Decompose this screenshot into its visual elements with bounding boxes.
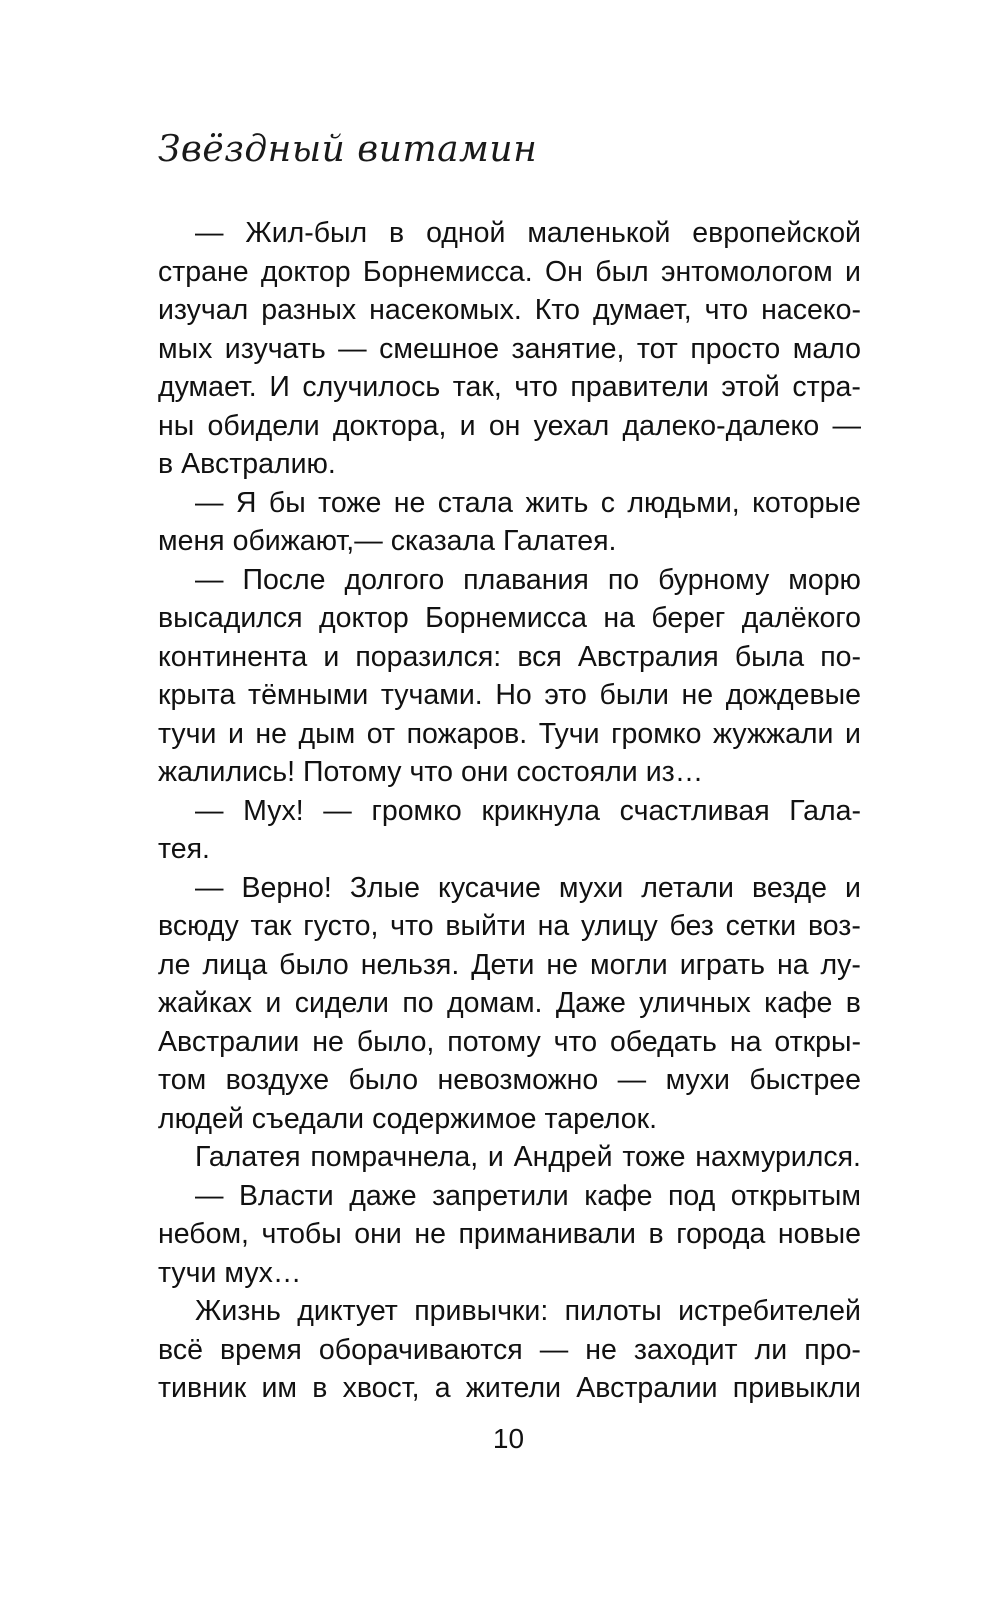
word: в <box>648 1218 664 1250</box>
word: и <box>227 717 244 750</box>
word: Мух! <box>243 794 304 827</box>
word: не <box>546 948 578 981</box>
word: под <box>667 1179 716 1212</box>
text-line <box>158 522 861 561</box>
word: Борнемисса. <box>362 255 533 288</box>
text-line <box>158 715 861 754</box>
word: Власти <box>238 1179 334 1212</box>
word: случилось <box>302 371 441 403</box>
word: улицу <box>581 910 658 942</box>
word: Кто <box>534 294 580 326</box>
word: на <box>537 910 570 942</box>
word: — <box>195 794 224 827</box>
word: Борнемисса <box>425 602 587 634</box>
word: кусачие <box>438 871 541 904</box>
word: они <box>354 1218 402 1250</box>
word: дым <box>298 717 356 750</box>
word: и <box>265 987 282 1019</box>
word: плавания <box>463 563 589 596</box>
word: что <box>553 1025 598 1058</box>
word: поразился: <box>355 640 502 673</box>
word: и <box>487 1141 504 1173</box>
word: диктует <box>297 1295 398 1327</box>
word: воздухе <box>225 1064 330 1096</box>
word: могли <box>589 948 668 981</box>
word: потому <box>447 1025 541 1058</box>
word: Австралия <box>577 640 719 673</box>
word: жить <box>525 486 589 519</box>
text-line <box>158 907 861 946</box>
word: что <box>390 910 434 942</box>
word: они <box>460 756 509 788</box>
text-line <box>158 1100 861 1139</box>
word: города <box>676 1218 766 1250</box>
word: был <box>595 255 649 288</box>
word: Злые <box>349 871 420 904</box>
word: заходит <box>633 1333 738 1366</box>
word: высадился <box>158 602 303 634</box>
word: людьми, <box>627 486 740 519</box>
word: не <box>393 486 426 519</box>
word: тарелок. <box>544 1102 658 1135</box>
word: от <box>366 717 396 750</box>
word: про- <box>804 1333 861 1366</box>
word: — <box>195 1179 224 1212</box>
word: доктор <box>260 255 351 288</box>
word: тея. <box>158 833 210 865</box>
word: Гала- <box>789 794 861 827</box>
word: жужжали <box>712 717 834 750</box>
word: ли <box>754 1333 788 1366</box>
word: сказала <box>390 525 495 557</box>
text-line <box>158 1254 861 1293</box>
word: и <box>459 409 476 442</box>
word: одной <box>426 217 506 249</box>
word: меня <box>158 525 225 557</box>
text-line <box>158 214 861 253</box>
word: новые <box>777 1218 861 1250</box>
word: не <box>312 1025 344 1058</box>
word: по- <box>820 640 861 673</box>
word: помрачнела, <box>310 1141 479 1173</box>
word: из… <box>645 756 704 788</box>
word: так, <box>452 371 502 403</box>
word: сидели <box>294 987 389 1019</box>
word: в <box>389 217 405 249</box>
word: — <box>195 871 224 904</box>
word: громко <box>611 717 702 750</box>
word: — <box>323 794 352 827</box>
word: летали <box>641 871 734 904</box>
word: тёмными <box>248 679 369 711</box>
word: были <box>599 679 669 711</box>
word: И <box>269 371 290 403</box>
word: — <box>617 1064 647 1096</box>
word: не <box>681 679 714 711</box>
word: — <box>195 217 224 249</box>
word: что <box>704 294 749 326</box>
text-line <box>158 869 861 908</box>
word: бы <box>268 486 306 519</box>
word: европейской <box>692 217 861 249</box>
text-line <box>158 676 861 715</box>
word: откры- <box>774 1025 861 1058</box>
word: жайках <box>158 987 253 1019</box>
word: на <box>776 948 809 981</box>
word: сетки <box>725 910 797 942</box>
text-line <box>158 753 861 792</box>
word: уехал <box>533 409 610 442</box>
word: Верно! <box>241 871 332 904</box>
word: мухи <box>665 1064 730 1096</box>
word: Жизнь <box>195 1295 281 1327</box>
word: даже <box>349 1179 417 1212</box>
word: тоже <box>622 1141 686 1173</box>
text-line <box>158 484 861 523</box>
word: тучи <box>158 1256 217 1289</box>
word: Дети <box>471 948 535 981</box>
body-text <box>158 214 861 1408</box>
word: мало <box>792 332 861 365</box>
word: пилоты <box>564 1295 662 1327</box>
word: — <box>832 409 861 442</box>
text-line <box>158 407 861 446</box>
text-line <box>158 1061 861 1100</box>
word: чтобы <box>261 1218 342 1250</box>
word: тучами. <box>380 679 483 711</box>
word: небом, <box>158 1218 249 1250</box>
word: в <box>845 987 861 1019</box>
word: — <box>195 486 224 519</box>
text-line <box>158 1292 861 1331</box>
word: хвост, <box>342 1372 420 1404</box>
word: а <box>434 1372 451 1404</box>
word: доктор <box>319 602 409 634</box>
word: Но <box>495 679 532 711</box>
word: в <box>158 448 174 480</box>
word: лу- <box>820 948 861 981</box>
word: разных <box>261 294 357 326</box>
word: морю <box>788 563 861 596</box>
word: приманивали <box>458 1218 636 1250</box>
text-line <box>158 599 861 638</box>
word: ны <box>158 409 195 442</box>
word: уличных <box>639 987 751 1019</box>
word: жители <box>465 1372 562 1404</box>
word: лица <box>202 948 268 981</box>
word: он <box>488 409 521 442</box>
text-line <box>158 368 861 407</box>
word: далеко-далеко <box>622 409 820 442</box>
word: крыта <box>158 679 236 711</box>
word: оборачиваются <box>318 1333 523 1366</box>
word: нельзя. <box>360 948 460 981</box>
word: им <box>261 1372 297 1404</box>
text-line <box>158 253 861 292</box>
word: Австралии <box>576 1372 718 1404</box>
word: доктора, <box>332 409 447 442</box>
word: обижают,— <box>232 525 383 557</box>
word: всюду <box>158 910 239 942</box>
word: насекомых. <box>369 294 522 326</box>
word: крикнула <box>481 794 601 827</box>
word: изучал <box>158 294 249 326</box>
word: долгого <box>344 563 445 596</box>
word: домам. <box>447 987 543 1019</box>
text-line <box>158 946 861 985</box>
word: Галатея. <box>502 525 617 557</box>
word: в <box>312 1372 328 1404</box>
text-line <box>158 1177 861 1216</box>
word: берег <box>651 602 726 634</box>
word: была <box>734 640 805 673</box>
text-line <box>158 1331 861 1370</box>
word: не <box>255 717 287 750</box>
word: Андрей <box>513 1141 613 1173</box>
text-line <box>158 1023 861 1062</box>
word: этой <box>721 371 780 403</box>
word: что <box>409 756 453 788</box>
word: думает, <box>592 294 692 326</box>
text-line <box>158 1369 861 1408</box>
word: Он <box>545 255 583 288</box>
word: пожаров. <box>406 717 528 750</box>
word: так <box>250 910 292 942</box>
word: стала <box>437 486 514 519</box>
word: было <box>279 948 349 981</box>
word: маленькой <box>527 217 671 249</box>
word: смешное <box>379 332 500 365</box>
word: тучи <box>158 717 217 750</box>
word: истребителей <box>678 1295 861 1327</box>
word: это <box>544 679 587 711</box>
word: тоже <box>318 486 382 519</box>
word: воз- <box>807 910 861 942</box>
word: кафе <box>584 1179 653 1212</box>
word: выйти <box>445 910 526 942</box>
page-number: 10 <box>492 1423 525 1454</box>
word: думает. <box>158 371 257 403</box>
word: Галатея <box>195 1141 301 1173</box>
word: насеко- <box>761 294 861 326</box>
word: обидели <box>207 409 320 442</box>
word: содержимое <box>372 1102 537 1135</box>
word: играть <box>679 948 765 981</box>
word: ле <box>158 948 191 981</box>
word: далёкого <box>741 602 861 634</box>
text-line <box>158 638 861 677</box>
word: везде <box>752 871 827 904</box>
word: открытым <box>730 1179 861 1212</box>
word: занятие, <box>511 332 625 365</box>
word: — <box>195 563 224 596</box>
running-title: Звёздный витамин <box>158 129 538 170</box>
word: бурному <box>658 563 770 596</box>
word: мух… <box>224 1256 302 1289</box>
word: кафе <box>764 987 833 1019</box>
word: и <box>845 717 861 750</box>
word: и <box>845 255 861 288</box>
word: по <box>607 563 640 596</box>
word: и <box>845 871 861 904</box>
word: невозможно <box>437 1064 599 1096</box>
word: привыкли <box>732 1372 861 1404</box>
word: дождевые <box>725 679 861 711</box>
word: обедать <box>610 1025 717 1058</box>
word: густо, <box>303 910 379 942</box>
text-line <box>158 1138 861 1177</box>
word: Тучи <box>538 717 600 750</box>
text-line <box>158 561 861 600</box>
word: — <box>539 1333 569 1366</box>
word: Австралии <box>158 1025 300 1058</box>
word: съедали <box>251 1102 365 1135</box>
word: на <box>603 602 635 634</box>
word: без <box>669 910 714 942</box>
word: счастливая <box>619 794 770 827</box>
word: состояли <box>516 756 638 788</box>
word: и <box>323 640 340 673</box>
word: время <box>219 1333 302 1366</box>
word: что <box>514 371 558 403</box>
word: континента <box>158 640 308 673</box>
word: нахмурился. <box>695 1141 861 1173</box>
word: Австралию. <box>181 448 336 480</box>
word: привычки: <box>414 1295 549 1327</box>
text-line <box>158 830 861 869</box>
word: том <box>158 1064 207 1096</box>
word: всё <box>158 1333 203 1366</box>
word: — <box>338 332 367 365</box>
word: правители <box>570 371 709 403</box>
word: которые <box>752 486 861 519</box>
word: Даже <box>555 987 626 1019</box>
text-line <box>158 792 861 831</box>
word: людей <box>158 1102 244 1135</box>
word: Я <box>235 486 257 519</box>
word: было, <box>356 1025 435 1058</box>
text-line <box>158 330 861 369</box>
word: громко <box>371 794 462 827</box>
word: жалились! <box>158 756 296 788</box>
word: изучать <box>224 332 326 365</box>
word: было <box>348 1064 419 1096</box>
word: Потому <box>303 756 402 788</box>
word: быстрее <box>749 1064 861 1096</box>
word: мых <box>158 332 213 365</box>
text-line <box>158 984 861 1023</box>
word: просто <box>690 332 781 365</box>
word: стра- <box>792 371 861 403</box>
text-line <box>158 1215 861 1254</box>
word: После <box>242 563 326 596</box>
word: энтомологом <box>661 255 833 288</box>
word: Жил-был <box>245 217 368 249</box>
word: по <box>402 987 434 1019</box>
word: не <box>414 1218 446 1250</box>
word: мухи <box>558 871 624 904</box>
word: с <box>600 486 615 519</box>
word: вся <box>517 640 562 673</box>
word: не <box>585 1333 617 1366</box>
word: на <box>729 1025 762 1058</box>
word: тивник <box>158 1372 247 1404</box>
word: запретили <box>432 1179 569 1212</box>
word: стране <box>158 255 249 288</box>
text-line <box>158 445 861 484</box>
text-line <box>158 291 861 330</box>
word: тот <box>636 332 678 365</box>
